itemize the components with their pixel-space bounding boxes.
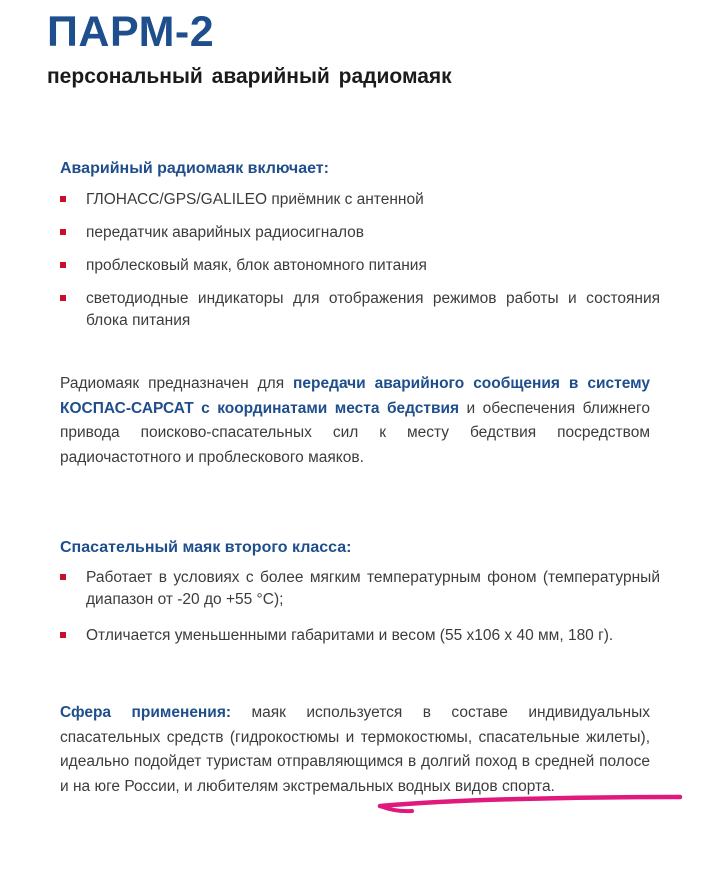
- list-item: Отличается уменьшенными габаритами и весом (55 х106 х 40 мм, 180 г).: [60, 625, 660, 647]
- marker-hook: [380, 806, 412, 811]
- purpose-paragraph: Радиомаяк предназначен для передачи аварийного сообщения в систему КОСПАС-САРСАТ с координатами места бедствия и обеспечения ближнего привода поисково-спасательных сил к месту бедствия посредством радиочастотного и проблескового маяков.: [60, 375, 650, 466]
- bullet-icon: [60, 262, 66, 268]
- list-item: ГЛОНАСС/GPS/GALILEO приёмник с антенной: [60, 189, 660, 211]
- class2-list: [60, 567, 660, 658]
- application-paragraph: Сфера применения: маяк используется в составе индивидуальных спасательных средств (гидрокостюмы и термокостюмы, спасательные жилеты), идеально подойдет туристам отправляющимся в долгий поход в средней полосе и на юге России, и любителям экстремальных водных видов спорта.: [60, 704, 650, 795]
- section-heading-includes: Аварийный радиомаяк включает:: [60, 160, 329, 177]
- list-item: передатчик аварийных радиосигналов: [60, 222, 660, 244]
- list-item: Работает в условиях с более мягким температурным фоном (температурный диапазон от -20 до +55 °С);: [60, 567, 660, 611]
- bullet-icon: [60, 196, 66, 202]
- list-item: проблесковый маяк, блок автономного питания: [60, 255, 660, 277]
- includes-list: [60, 189, 660, 343]
- document-title: ПАРМ-2: [47, 8, 215, 56]
- section-heading-class2: Спасательный маяк второго класса:: [60, 539, 352, 556]
- bullet-icon: [60, 295, 66, 301]
- document-subtitle: персональный аварийный радиомаяк: [47, 65, 452, 88]
- bullet-icon: [60, 229, 66, 235]
- list-item: светодиодные индикаторы для отображения режимов работы и состояния блока питания: [60, 288, 660, 332]
- bullet-icon: [60, 574, 66, 580]
- bullet-icon: [60, 632, 66, 638]
- application-label: Сфера применения:: [60, 704, 232, 721]
- purpose-highlight: передачи аварийного сообщения в систему КОСПАС-САРСАТ с координатами места бедствия: [60, 375, 650, 417]
